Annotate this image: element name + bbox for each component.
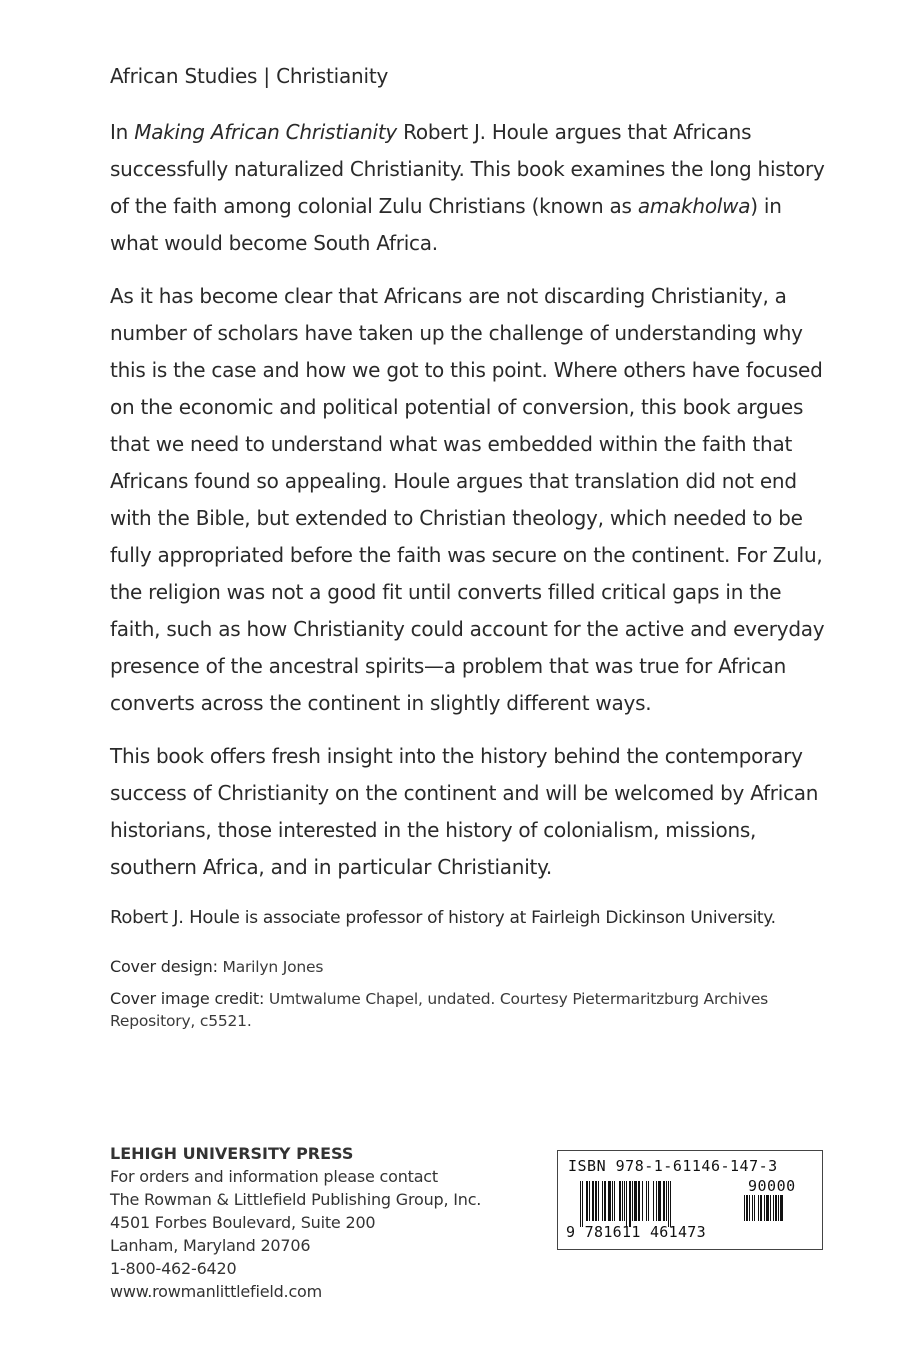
publisher-city: Lanham, Maryland 20706 <box>110 1236 311 1255</box>
isbn-barcode <box>557 1150 823 1250</box>
p1-mid: Robert J. Houle argues that Africans successfully naturalized Christianity. This book examines the long history of the faith among colonial Zulu Christians (known as <box>110 120 825 218</box>
cover-image-credit <box>110 988 830 1032</box>
description-paragraph-2: As it has become clear that Africans are not discarding Christianity, a number of scholars have taken up the challenge of understanding why this is the case and how we got to this point. Where others have focused on the economic and political potential of conversion, this book argues that we need to understand what was embedded within the faith that Africans found so appealing. Houle argues that translation did not end with the Bible, but extended to Christian theology, which needed to be fully appropriated before the faith was secure on the continent. For Zulu, the religion was not a good fit until converts filled critical gaps in the faith, such as how Christianity could account for the active and everyday presence of the ancestral spirits—a problem that was true for African converts across the continent in slightly different ways. <box>110 284 825 715</box>
publisher-address: 4501 Forbes Boulevard, Suite 200 <box>110 1213 376 1232</box>
cover-image-label: Cover image credit: <box>110 989 265 1008</box>
cover-design-value: Marilyn Jones <box>217 958 324 976</box>
description-paragraph-1 <box>110 114 830 262</box>
book-title: Making African Christianity <box>134 120 398 144</box>
p1-pre: In <box>110 120 135 144</box>
publisher-name: LEHIGH UNIVERSITY PRESS <box>110 1144 354 1163</box>
barcode-digits: 9 781611 461473 <box>566 1223 706 1241</box>
term-amakholwa: amakholwa <box>637 194 751 218</box>
publisher-block <box>110 1142 550 1303</box>
category-label: African Studies | Christianity <box>110 64 389 88</box>
cover-image-value: Umtwalume Chapel, undated. Courtesy Pietermaritzburg Archives Repository, c5521. <box>110 990 769 1030</box>
publisher-website: www.rowmanlittlefield.com <box>110 1282 323 1301</box>
cover-design-credit <box>110 956 830 978</box>
author-name: Robert J. Houle <box>110 907 240 928</box>
publisher-line-2: The Rowman & Littlefield Publishing Group, Inc. <box>110 1190 482 1209</box>
barcode-addon-bars-icon <box>744 1195 814 1225</box>
cover-design-label: Cover design: <box>110 957 218 976</box>
publisher-line-1: For orders and information please contact <box>110 1167 438 1186</box>
back-cover-text <box>110 62 830 1042</box>
isbn-number: ISBN 978-1-61146-147-3 <box>568 1157 778 1175</box>
description-paragraph-3: This book offers fresh insight into the history behind the contemporary success of Christianity on the continent and will be welcomed by African historians, those interested in the history of colonialism, missions, southern Africa, and in particular Christianity. <box>110 744 819 879</box>
price-code: 90000 <box>748 1177 796 1195</box>
publisher-phone: 1-800-462-6420 <box>110 1259 237 1278</box>
author-bio <box>110 906 830 930</box>
author-bio-text: is associate professor of history at Fairleigh Dickinson University. <box>239 908 776 928</box>
p1-post: ) in what would become South Africa. <box>110 194 782 255</box>
